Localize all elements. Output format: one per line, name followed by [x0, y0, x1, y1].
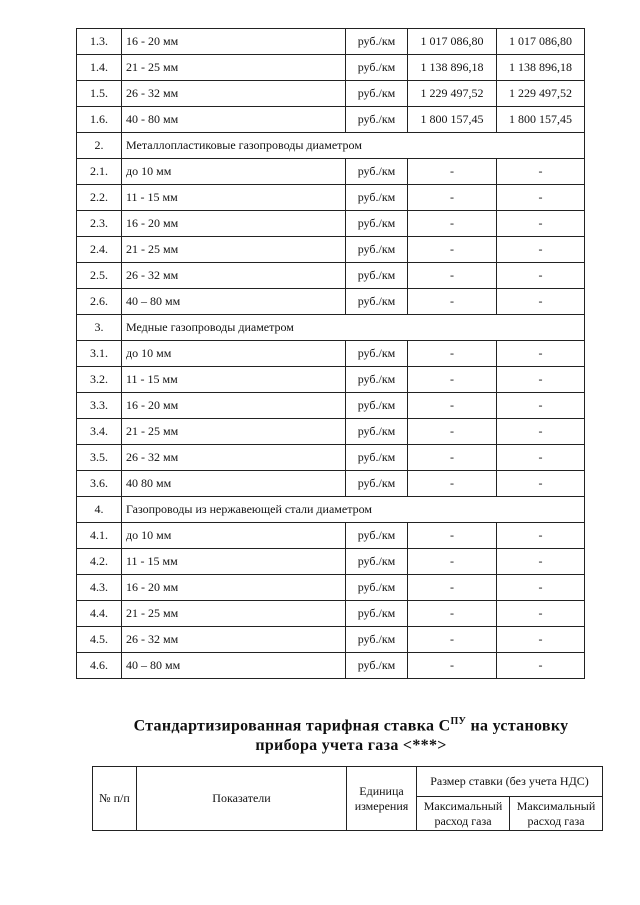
table-row [77, 627, 585, 653]
row-value-max1: - [408, 419, 497, 445]
row-name: до 10 мм [122, 341, 346, 367]
row-value-max1: - [408, 575, 497, 601]
meter-install-table [92, 766, 603, 831]
table-row [77, 55, 585, 81]
row-unit: руб./км [346, 81, 408, 107]
row-value-max1: - [408, 445, 497, 471]
row-value-max1: - [408, 341, 497, 367]
table-row [77, 419, 585, 445]
table-row [77, 107, 585, 133]
row-value-max2: - [497, 341, 585, 367]
table-row [77, 237, 585, 263]
row-value-max1: - [408, 653, 497, 679]
row-unit: руб./км [346, 55, 408, 81]
row-name: 16 - 20 мм [122, 393, 346, 419]
row-value-max1: - [408, 471, 497, 497]
row-unit: руб./км [346, 601, 408, 627]
row-unit: руб./км [346, 471, 408, 497]
table-row [77, 367, 585, 393]
table-row [77, 523, 585, 549]
row-value-max2: 1 017 086,80 [497, 29, 585, 55]
row-number: 4.1. [77, 523, 122, 549]
row-number: 2.6. [77, 289, 122, 315]
row-number: 2.4. [77, 237, 122, 263]
row-name: 21 - 25 мм [122, 419, 346, 445]
row-value-max2: - [497, 575, 585, 601]
row-number: 3.1. [77, 341, 122, 367]
row-unit: руб./км [346, 367, 408, 393]
section-heading: Стандартизированная тарифная ставка $С^{ПУ}$ на установку прибора учета газа <***> [133, 716, 569, 755]
table-row [77, 29, 585, 55]
row-value-max1: 1 229 497,52 [408, 81, 497, 107]
table-row [77, 549, 585, 575]
row-value-max2: - [497, 211, 585, 237]
row-number: 2.2. [77, 185, 122, 211]
row-value-max2: - [497, 367, 585, 393]
table-row [77, 263, 585, 289]
row-name: 26 - 32 мм [122, 445, 346, 471]
header-max-2: Максимальный расход газа [510, 797, 603, 831]
row-name: 40 80 мм [122, 471, 346, 497]
row-name: 16 - 20 мм [122, 29, 346, 55]
row-number: 3. [77, 315, 122, 341]
row-value-max1: - [408, 289, 497, 315]
row-unit: руб./км [346, 445, 408, 471]
row-number: 3.4. [77, 419, 122, 445]
row-number: 2. [77, 133, 122, 159]
table-row [77, 289, 585, 315]
row-unit: руб./км [346, 523, 408, 549]
row-name: 40 – 80 мм [122, 289, 346, 315]
row-value-max1: - [408, 263, 497, 289]
row-unit: руб./км [346, 263, 408, 289]
row-number: 1.6. [77, 107, 122, 133]
row-number: 4.6. [77, 653, 122, 679]
row-number: 3.3. [77, 393, 122, 419]
row-unit: руб./км [346, 341, 408, 367]
row-number: 1.4. [77, 55, 122, 81]
row-unit: руб./км [346, 107, 408, 133]
row-value-max1: 1 800 157,45 [408, 107, 497, 133]
row-number: 2.1. [77, 159, 122, 185]
table-row [77, 445, 585, 471]
row-unit: руб./км [346, 29, 408, 55]
row-value-max2: - [497, 185, 585, 211]
row-value-max1: - [408, 211, 497, 237]
row-number: 4.5. [77, 627, 122, 653]
row-value-max2: - [497, 159, 585, 185]
row-name: 11 - 15 мм [122, 549, 346, 575]
row-value-max2: 1 229 497,52 [497, 81, 585, 107]
row-number: 4.3. [77, 575, 122, 601]
table-row [77, 471, 585, 497]
row-number: 1.5. [77, 81, 122, 107]
section-title: Газопроводы из нержавеющей стали диаметром [122, 497, 585, 523]
row-name: 26 - 32 мм [122, 81, 346, 107]
row-unit: руб./км [346, 237, 408, 263]
row-number: 2.5. [77, 263, 122, 289]
row-value-max2: - [497, 289, 585, 315]
row-name: 21 - 25 мм [122, 237, 346, 263]
table-row [77, 185, 585, 211]
row-value-max1: - [408, 237, 497, 263]
row-name: 21 - 25 мм [122, 601, 346, 627]
row-value-max2: - [497, 627, 585, 653]
row-value-max2: - [497, 523, 585, 549]
header-num: № п/п [93, 767, 137, 831]
row-unit: руб./км [346, 159, 408, 185]
row-unit: руб./км [346, 627, 408, 653]
table-row [77, 393, 585, 419]
row-value-max2: - [497, 393, 585, 419]
row-unit: руб./км [346, 393, 408, 419]
row-value-max1: 1 017 086,80 [408, 29, 497, 55]
row-number: 1.3. [77, 29, 122, 55]
row-unit: руб./км [346, 575, 408, 601]
row-value-max1: 1 138 896,18 [408, 55, 497, 81]
row-name: 26 - 32 мм [122, 263, 346, 289]
row-unit: руб./км [346, 289, 408, 315]
row-value-max1: - [408, 367, 497, 393]
row-name: 16 - 20 мм [122, 575, 346, 601]
row-number: 3.5. [77, 445, 122, 471]
row-value-max2: 1 138 896,18 [497, 55, 585, 81]
row-value-max1: - [408, 159, 497, 185]
row-number: 4.4. [77, 601, 122, 627]
header-unit: Единица измерения [347, 767, 417, 831]
row-name: 26 - 32 мм [122, 627, 346, 653]
row-unit: руб./км [346, 211, 408, 237]
tariff-table [76, 28, 585, 679]
row-number: 2.3. [77, 211, 122, 237]
row-name: 40 – 80 мм [122, 653, 346, 679]
row-value-max1: - [408, 185, 497, 211]
row-name: 11 - 15 мм [122, 185, 346, 211]
table-row [77, 81, 585, 107]
row-number: 3.2. [77, 367, 122, 393]
row-value-max1: - [408, 393, 497, 419]
table-row [77, 653, 585, 679]
header-max-1: Максимальный расход газа [417, 797, 510, 831]
row-name: 16 - 20 мм [122, 211, 346, 237]
row-value-max1: - [408, 549, 497, 575]
row-value-max2: - [497, 263, 585, 289]
section-row [77, 133, 585, 159]
row-unit: руб./км [346, 549, 408, 575]
table-row [77, 211, 585, 237]
row-value-max2: - [497, 471, 585, 497]
section-row [77, 315, 585, 341]
row-unit: руб./км [346, 419, 408, 445]
row-value-max1: - [408, 523, 497, 549]
row-value-max1: - [408, 627, 497, 653]
row-unit: руб./км [346, 185, 408, 211]
row-value-max2: - [497, 445, 585, 471]
section-row [77, 497, 585, 523]
row-value-max2: - [497, 653, 585, 679]
row-name: до 10 мм [122, 159, 346, 185]
row-name: 40 - 80 мм [122, 107, 346, 133]
table-row [77, 159, 585, 185]
row-value-max2: - [497, 237, 585, 263]
row-name: 21 - 25 мм [122, 55, 346, 81]
section-title: Медные газопроводы диаметром [122, 315, 585, 341]
row-value-max2: - [497, 549, 585, 575]
header-rate-size: Размер ставки (без учета НДС) [417, 767, 603, 797]
table-row [77, 601, 585, 627]
tariff-table-body [77, 29, 585, 679]
row-value-max2: - [497, 419, 585, 445]
row-name: до 10 мм [122, 523, 346, 549]
table-row [77, 341, 585, 367]
row-name: 11 - 15 мм [122, 367, 346, 393]
row-value-max2: - [497, 601, 585, 627]
section-title: Металлопластиковые газопроводы диаметром [122, 133, 585, 159]
row-value-max1: - [408, 601, 497, 627]
table-row [77, 575, 585, 601]
row-number: 4.2. [77, 549, 122, 575]
row-number: 4. [77, 497, 122, 523]
header-indicators: Показатели [137, 767, 347, 831]
row-unit: руб./км [346, 653, 408, 679]
row-number: 3.6. [77, 471, 122, 497]
row-value-max2: 1 800 157,45 [497, 107, 585, 133]
